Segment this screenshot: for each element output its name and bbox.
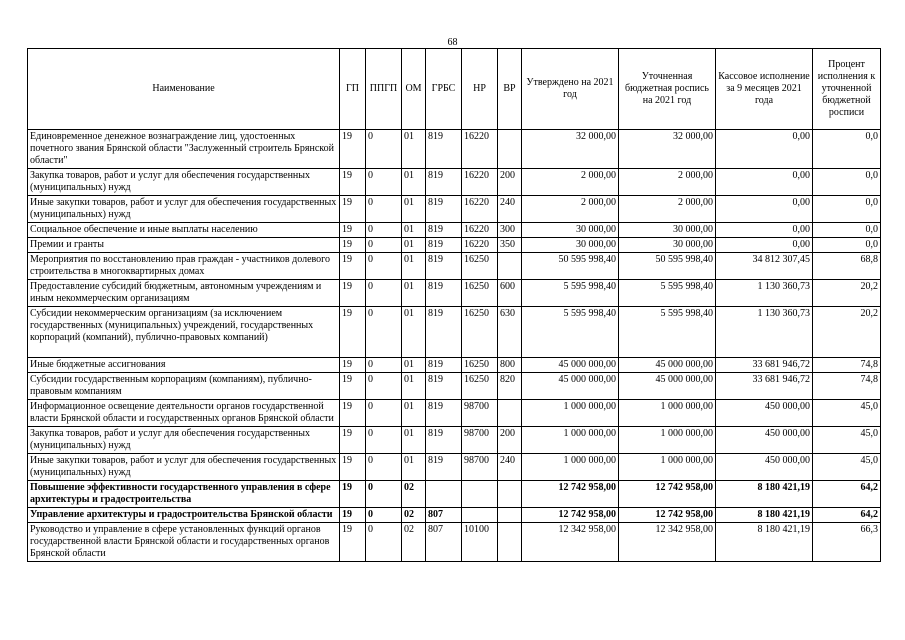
cell-cash: 8 180 421,19 [716, 523, 813, 562]
cell-ppgp: 0 [366, 400, 402, 427]
cell-np: 98700 [462, 454, 498, 481]
cell-grbs: 819 [426, 196, 462, 223]
table-row [28, 223, 881, 238]
cell-grbs: 807 [426, 508, 462, 523]
cell-percent: 45,0 [813, 454, 881, 481]
cell-ppgp: 0 [366, 508, 402, 523]
cell-vr [498, 400, 522, 427]
cell-vr: 240 [498, 454, 522, 481]
cell-gp: 19 [340, 253, 366, 280]
cell-np: 16220 [462, 196, 498, 223]
cell-approved: 1 000 000,00 [522, 427, 619, 454]
table-row [28, 280, 881, 307]
cell-gp: 19 [340, 280, 366, 307]
cell-grbs: 819 [426, 307, 462, 358]
cell-grbs: 819 [426, 169, 462, 196]
table-row [28, 400, 881, 427]
table-row [28, 253, 881, 280]
cell-gp: 19 [340, 427, 366, 454]
cell-vr: 800 [498, 358, 522, 373]
cell-approved: 1 000 000,00 [522, 400, 619, 427]
cell-vr: 200 [498, 427, 522, 454]
cell-approved: 45 000 000,00 [522, 358, 619, 373]
cell-om: 01 [402, 427, 426, 454]
table-row [28, 508, 881, 523]
cell-gp: 19 [340, 373, 366, 400]
cell-percent: 0,0 [813, 196, 881, 223]
cell-ppgp: 0 [366, 253, 402, 280]
cell-gp: 19 [340, 238, 366, 253]
cell-percent: 64,2 [813, 481, 881, 508]
cell-om: 01 [402, 454, 426, 481]
cell-gp: 19 [340, 358, 366, 373]
cell-refined: 45 000 000,00 [619, 358, 716, 373]
cell-percent: 0,0 [813, 223, 881, 238]
cell-refined: 30 000,00 [619, 223, 716, 238]
cell-refined: 30 000,00 [619, 238, 716, 253]
header-np: НР [462, 49, 498, 130]
cell-ppgp: 0 [366, 280, 402, 307]
cell-om: 02 [402, 523, 426, 562]
cell-name: Иные закупки товаров, работ и услуг для обеспечения государственных (муниципальных) нужд [28, 196, 340, 223]
cell-name: Иные бюджетные ассигнования [28, 358, 340, 373]
cell-approved: 50 595 998,40 [522, 253, 619, 280]
header-refined: Уточненная бюджетная роспись на 2021 год [619, 49, 716, 130]
cell-om: 01 [402, 307, 426, 358]
header-cash: Кассовое исполнение за 9 месяцев 2021 года [716, 49, 813, 130]
table-row [28, 238, 881, 253]
cell-om: 02 [402, 481, 426, 508]
cell-approved: 12 342 958,00 [522, 523, 619, 562]
cell-name: Закупка товаров, работ и услуг для обеспечения государственных (муниципальных) нужд [28, 169, 340, 196]
cell-np: 98700 [462, 427, 498, 454]
cell-vr: 600 [498, 280, 522, 307]
cell-np: 16250 [462, 253, 498, 280]
cell-refined: 1 000 000,00 [619, 400, 716, 427]
cell-ppgp: 0 [366, 196, 402, 223]
cell-om: 01 [402, 400, 426, 427]
cell-name: Повышение эффективности государственного управления в сфере архитектуры и градостроительства [28, 481, 340, 508]
cell-ppgp: 0 [366, 238, 402, 253]
cell-om: 01 [402, 253, 426, 280]
cell-np: 98700 [462, 400, 498, 427]
cell-ppgp: 0 [366, 523, 402, 562]
cell-gp: 19 [340, 130, 366, 169]
cell-vr [498, 508, 522, 523]
header-grbs: ГРБС [426, 49, 462, 130]
cell-ppgp: 0 [366, 307, 402, 358]
cell-cash: 0,00 [716, 196, 813, 223]
cell-name: Управление архитектуры и градостроительства Брянской области [28, 508, 340, 523]
cell-np: 16250 [462, 373, 498, 400]
cell-cash: 33 681 946,72 [716, 373, 813, 400]
cell-vr: 240 [498, 196, 522, 223]
cell-ppgp: 0 [366, 130, 402, 169]
cell-approved: 45 000 000,00 [522, 373, 619, 400]
cell-np: 10100 [462, 523, 498, 562]
cell-gp: 19 [340, 196, 366, 223]
table-row [28, 373, 881, 400]
cell-gp: 19 [340, 523, 366, 562]
cell-vr [498, 253, 522, 280]
cell-vr [498, 481, 522, 508]
cell-gp: 19 [340, 481, 366, 508]
table-row [28, 130, 881, 169]
cell-ppgp: 0 [366, 481, 402, 508]
cell-grbs: 819 [426, 223, 462, 238]
cell-approved: 12 742 958,00 [522, 508, 619, 523]
cell-name: Руководство и управление в сфере установленных функций органов государственной власти Брянской области и государственных органов Брянской области [28, 523, 340, 562]
cell-cash: 34 812 307,45 [716, 253, 813, 280]
cell-grbs: 819 [426, 238, 462, 253]
cell-refined: 2 000,00 [619, 196, 716, 223]
cell-cash: 1 130 360,73 [716, 280, 813, 307]
cell-vr: 820 [498, 373, 522, 400]
header-vr: ВР [498, 49, 522, 130]
cell-cash: 8 180 421,19 [716, 508, 813, 523]
cell-gp: 19 [340, 400, 366, 427]
cell-percent: 74,8 [813, 373, 881, 400]
cell-gp: 19 [340, 454, 366, 481]
table-row [28, 481, 881, 508]
table-body [28, 130, 881, 562]
cell-gp: 19 [340, 169, 366, 196]
header-approved: Утверждено на 2021 год [522, 49, 619, 130]
cell-percent: 74,8 [813, 358, 881, 373]
cell-approved: 30 000,00 [522, 238, 619, 253]
cell-approved: 5 595 998,40 [522, 280, 619, 307]
cell-vr: 630 [498, 307, 522, 358]
header-gp: ГП [340, 49, 366, 130]
cell-gp: 19 [340, 508, 366, 523]
cell-name: Информационное освещение деятельности органов государственной власти Брянской области и государственных органов Брянской области [28, 400, 340, 427]
cell-vr [498, 130, 522, 169]
cell-grbs: 819 [426, 400, 462, 427]
cell-name: Закупка товаров, работ и услуг для обеспечения государственных (муниципальных) нужд [28, 427, 340, 454]
cell-cash: 450 000,00 [716, 427, 813, 454]
cell-refined: 12 742 958,00 [619, 481, 716, 508]
cell-ppgp: 0 [366, 373, 402, 400]
cell-approved: 2 000,00 [522, 169, 619, 196]
cell-grbs [426, 481, 462, 508]
cell-name: Субсидии государственным корпорациям (компаниям), публично-правовым компаниям [28, 373, 340, 400]
cell-percent: 45,0 [813, 400, 881, 427]
cell-vr [498, 523, 522, 562]
cell-gp: 19 [340, 307, 366, 358]
cell-refined: 1 000 000,00 [619, 454, 716, 481]
cell-cash: 0,00 [716, 238, 813, 253]
cell-np: 16220 [462, 223, 498, 238]
cell-grbs: 819 [426, 454, 462, 481]
cell-name: Мероприятия по восстановлению прав граждан - участников долевого строительства в многоквартирных домах [28, 253, 340, 280]
table-row [28, 358, 881, 373]
table-row [28, 307, 881, 358]
cell-approved: 12 742 958,00 [522, 481, 619, 508]
table-row [28, 169, 881, 196]
cell-om: 01 [402, 130, 426, 169]
cell-np: 16220 [462, 238, 498, 253]
cell-percent: 66,3 [813, 523, 881, 562]
header-name: Наименование [28, 49, 340, 130]
cell-grbs: 819 [426, 280, 462, 307]
table-row [28, 523, 881, 562]
header-ppgp: ППГП [366, 49, 402, 130]
cell-np [462, 481, 498, 508]
cell-refined: 5 595 998,40 [619, 280, 716, 307]
cell-grbs: 807 [426, 523, 462, 562]
cell-cash: 450 000,00 [716, 400, 813, 427]
cell-name: Предоставление субсидий бюджетным, автономным учреждениям и иным некоммерческим организациям [28, 280, 340, 307]
cell-approved: 1 000 000,00 [522, 454, 619, 481]
cell-vr: 350 [498, 238, 522, 253]
cell-approved: 5 595 998,40 [522, 307, 619, 358]
cell-grbs: 819 [426, 253, 462, 280]
cell-ppgp: 0 [366, 427, 402, 454]
cell-percent: 0,0 [813, 169, 881, 196]
cell-ppgp: 0 [366, 358, 402, 373]
cell-approved: 30 000,00 [522, 223, 619, 238]
cell-percent: 64,2 [813, 508, 881, 523]
table-row [28, 196, 881, 223]
cell-percent: 20,2 [813, 280, 881, 307]
cell-grbs: 819 [426, 373, 462, 400]
page-number: 68 [447, 37, 458, 48]
cell-percent: 0,0 [813, 238, 881, 253]
cell-np: 16250 [462, 358, 498, 373]
cell-cash: 0,00 [716, 130, 813, 169]
cell-om: 01 [402, 238, 426, 253]
cell-refined: 12 342 958,00 [619, 523, 716, 562]
cell-refined: 12 742 958,00 [619, 508, 716, 523]
cell-om: 01 [402, 169, 426, 196]
cell-grbs: 819 [426, 130, 462, 169]
cell-cash: 33 681 946,72 [716, 358, 813, 373]
cell-om: 01 [402, 196, 426, 223]
cell-om: 01 [402, 280, 426, 307]
cell-np: 16250 [462, 307, 498, 358]
cell-percent: 45,0 [813, 427, 881, 454]
cell-om: 01 [402, 223, 426, 238]
cell-refined: 2 000,00 [619, 169, 716, 196]
cell-np: 16250 [462, 280, 498, 307]
cell-ppgp: 0 [366, 169, 402, 196]
cell-refined: 32 000,00 [619, 130, 716, 169]
cell-approved: 32 000,00 [522, 130, 619, 169]
cell-gp: 19 [340, 223, 366, 238]
budget-table [27, 48, 881, 562]
cell-approved: 2 000,00 [522, 196, 619, 223]
cell-vr: 300 [498, 223, 522, 238]
cell-ppgp: 0 [366, 454, 402, 481]
cell-cash: 0,00 [716, 223, 813, 238]
header-percent: Процент исполнения к уточненной бюджетной росписи [813, 49, 881, 130]
table-row [28, 427, 881, 454]
cell-name: Премии и гранты [28, 238, 340, 253]
header-om: ОМ [402, 49, 426, 130]
table-header-row [28, 49, 881, 130]
cell-cash: 450 000,00 [716, 454, 813, 481]
cell-om: 01 [402, 358, 426, 373]
cell-name: Единовременное денежное вознаграждение лиц, удостоенных почетного звания Брянской области "Заслуженный строитель Брянской области" [28, 130, 340, 169]
cell-np: 16220 [462, 130, 498, 169]
cell-vr: 200 [498, 169, 522, 196]
cell-om: 02 [402, 508, 426, 523]
cell-percent: 20,2 [813, 307, 881, 358]
table-row [28, 454, 881, 481]
cell-cash: 1 130 360,73 [716, 307, 813, 358]
cell-refined: 50 595 998,40 [619, 253, 716, 280]
cell-percent: 68,8 [813, 253, 881, 280]
cell-name: Субсидии некоммерческим организациям (за исключением государственных (муниципальных) учреждений, государственных корпораций (компаний), публично-правовых компаний) [28, 307, 340, 358]
cell-name: Социальное обеспечение и иные выплаты населению [28, 223, 340, 238]
cell-ppgp: 0 [366, 223, 402, 238]
cell-np: 16220 [462, 169, 498, 196]
cell-cash: 8 180 421,19 [716, 481, 813, 508]
cell-grbs: 819 [426, 427, 462, 454]
cell-refined: 1 000 000,00 [619, 427, 716, 454]
cell-grbs: 819 [426, 358, 462, 373]
cell-np [462, 508, 498, 523]
cell-percent: 0,0 [813, 130, 881, 169]
cell-name: Иные закупки товаров, работ и услуг для обеспечения государственных (муниципальных) нужд [28, 454, 340, 481]
cell-cash: 0,00 [716, 169, 813, 196]
cell-refined: 5 595 998,40 [619, 307, 716, 358]
cell-refined: 45 000 000,00 [619, 373, 716, 400]
cell-om: 01 [402, 373, 426, 400]
